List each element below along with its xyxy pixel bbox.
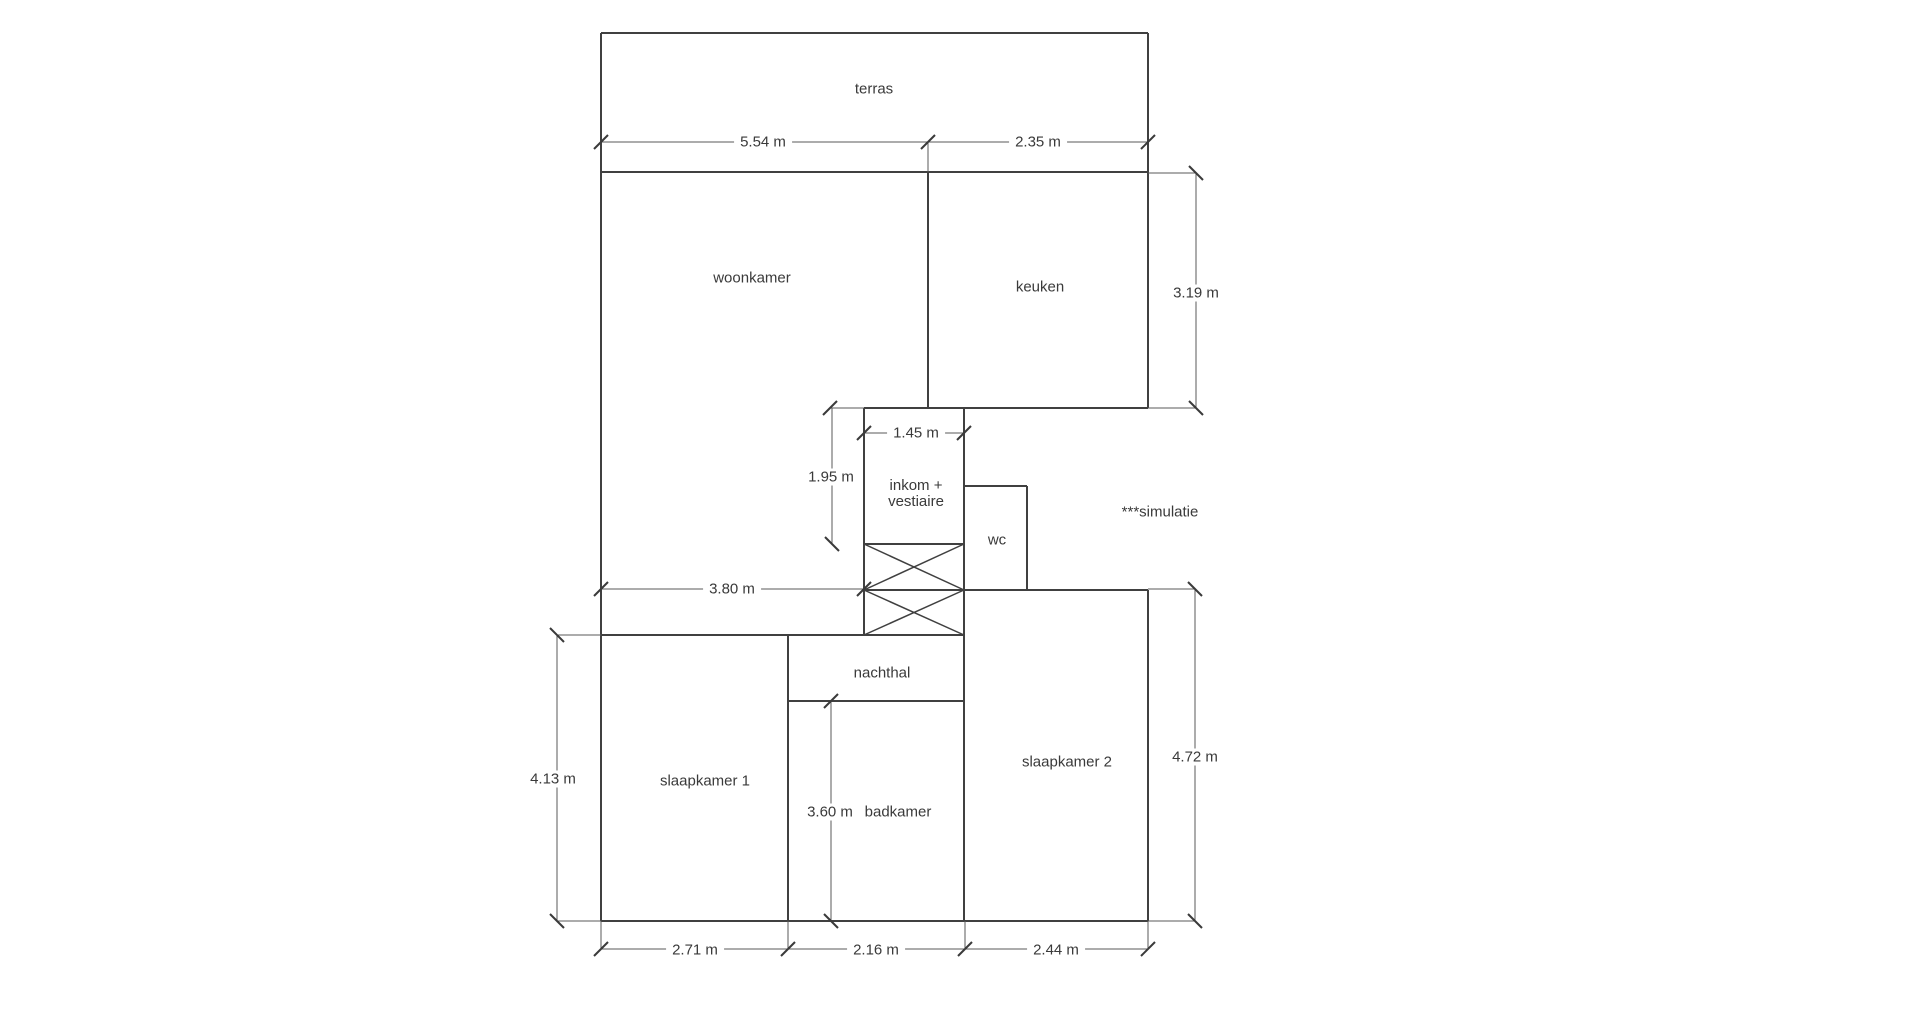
dim-label-badkamer-height: 3.60 m [801, 804, 859, 821]
room-label-wc: wc [987, 531, 1007, 549]
room-label-woonkamer: woonkamer [713, 269, 791, 287]
room-label-inkom-vestiaire [888, 478, 944, 510]
room-label-badkamer: badkamer [864, 803, 932, 821]
simulatie-watermark: ***simulatie [1121, 503, 1199, 521]
dim-label-slaapkamer1-width: 2.71 m [666, 942, 724, 959]
dim-label-badkamer-width: 2.16 m [847, 942, 905, 959]
dim-label-terras-width-right: 2.35 m [1009, 134, 1067, 151]
dim-label-woonkamer-width: 3.80 m [703, 581, 761, 598]
room-label-keuken: keuken [1015, 278, 1065, 296]
room-label-slaapkamer1: slaapkamer 1 [659, 772, 751, 790]
dim-label-keuken-height: 3.19 m [1167, 285, 1225, 302]
dim-label-inkom-width: 1.45 m [887, 425, 945, 442]
room-label-terras: terras [854, 80, 894, 98]
dim-label-slaapkamer2-height: 4.72 m [1166, 749, 1224, 766]
room-label-inkom-line1: inkom + [889, 477, 943, 494]
room-label-slaapkamer2: slaapkamer 2 [1021, 753, 1113, 771]
room-label-nachthal: nachthal [853, 664, 911, 682]
room-label-inkom-line2: vestiaire [888, 493, 944, 510]
dim-label-inkom-height: 1.95 m [802, 469, 860, 486]
dim-label-slaapkamer1-height: 4.13 m [524, 771, 582, 788]
dim-label-slaapkamer2-width: 2.44 m [1027, 942, 1085, 959]
dim-label-terras-width-left: 5.54 m [734, 134, 792, 151]
